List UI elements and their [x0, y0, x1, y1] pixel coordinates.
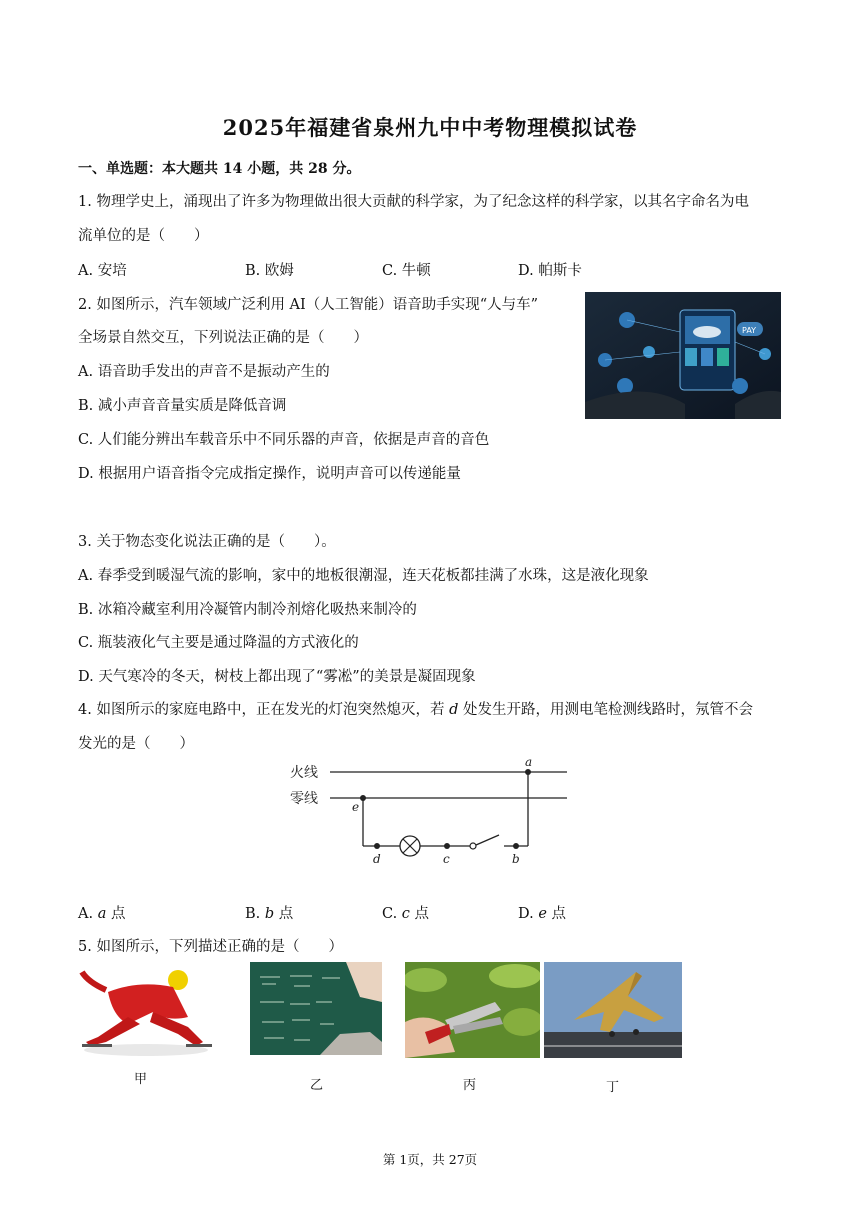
neutral-wire-label: 零线	[290, 791, 318, 807]
pruning-shears-photo	[405, 962, 540, 1058]
q5-stem: 5. 如图所示，下列描述正确的是（ ）	[78, 939, 343, 955]
point-d-label: d	[373, 852, 381, 866]
q3-option-d: D. 天气寒冷的冬天，树枝上都出现了“雾凇”的美景是凝固现象	[78, 669, 476, 685]
q1-stem-line1: 1. 物理学史上，涌现出了许多为物理做出很大贡献的科学家，为了纪念这样的科学家，以其名字命名为电	[78, 194, 749, 210]
q4-option-d: D. e 点	[518, 906, 567, 922]
q1-option-a: A. 安培	[78, 263, 127, 279]
q3-option-a: A. 春季受到暖湿气流的影响，家中的地板很潮湿，连天花板都挂满了水珠，这是液化现象	[78, 568, 649, 584]
car-dashboard-illustration	[585, 292, 781, 419]
chalkboard-photo	[250, 962, 382, 1055]
q3-stem: 3. 关于物态变化说法正确的是（ ）。	[78, 534, 336, 550]
exam-title: 2025年福建省泉州九中中考物理模拟试卷	[222, 115, 638, 140]
point-b-label: b	[512, 852, 520, 866]
circuit-diagram	[285, 755, 575, 870]
q4-stem-line1: 4. 如图所示的家庭电路中，正在发光的灯泡突然熄灭，若 d 处发生开路，用测电笔检测线路时，氖管不会	[78, 702, 753, 718]
q2-stem-line2: 全场景自然交互，下列说法正确的是（ ）	[78, 330, 368, 346]
q1-option-c: C. 牛顿	[382, 263, 431, 279]
point-a-label: a	[525, 755, 533, 769]
q2-stem-line1: 2. 如图所示，汽车领域广泛利用 AI（人工智能）语音助手实现“人与车”	[78, 297, 539, 313]
q1-option-d: D. 帕斯卡	[518, 263, 582, 279]
speed-skater-photo	[78, 962, 214, 1058]
q2-option-d: D. 根据用户语音指令完成指定操作，说明声音可以传递能量	[78, 466, 461, 482]
q2-option-b: B. 减小声音音量实质是降低音调	[78, 398, 287, 414]
switch-symbol	[470, 843, 476, 849]
caption-ding: 丁	[606, 1080, 620, 1095]
point-c-label: c	[443, 852, 450, 866]
q4-option-b: B. b 点	[245, 906, 294, 922]
caption-yi: 乙	[310, 1078, 324, 1093]
live-wire-label: 火线	[290, 765, 318, 781]
point-e-label: e	[352, 800, 360, 814]
q4-option-c: C. c 点	[382, 906, 430, 922]
q3-option-c: C. 瓶装液化气主要是通过降温的方式液化的	[78, 635, 359, 651]
q4-option-a: A. a 点	[78, 906, 126, 922]
pay-label: PAY	[742, 326, 757, 335]
q2-option-c: C. 人们能分辨出车载音乐中不同乐器的声音，依据是声音的音色	[78, 432, 490, 448]
fighter-jet-photo	[544, 962, 682, 1058]
page-footer: 第 1页，共 27页	[382, 1152, 478, 1167]
q2-option-a: A. 语音助手发出的声音不是振动产生的	[78, 364, 330, 380]
caption-bing: 丙	[463, 1078, 477, 1093]
q3-option-b: B. 冰箱冷藏室利用冷凝管内制冷剂熔化吸热来制冷的	[78, 602, 417, 618]
caption-jia: 甲	[134, 1072, 148, 1087]
q4-stem-line2: 发光的是（ ）	[78, 736, 194, 752]
q1-stem-line2: 流单位的是（ ）	[78, 228, 209, 244]
q1-option-b: B. 欧姆	[245, 263, 294, 279]
section-heading: 一、单选题：本大题共 14 小题，共 28 分。	[78, 161, 361, 177]
car-ai-figure	[585, 292, 781, 419]
